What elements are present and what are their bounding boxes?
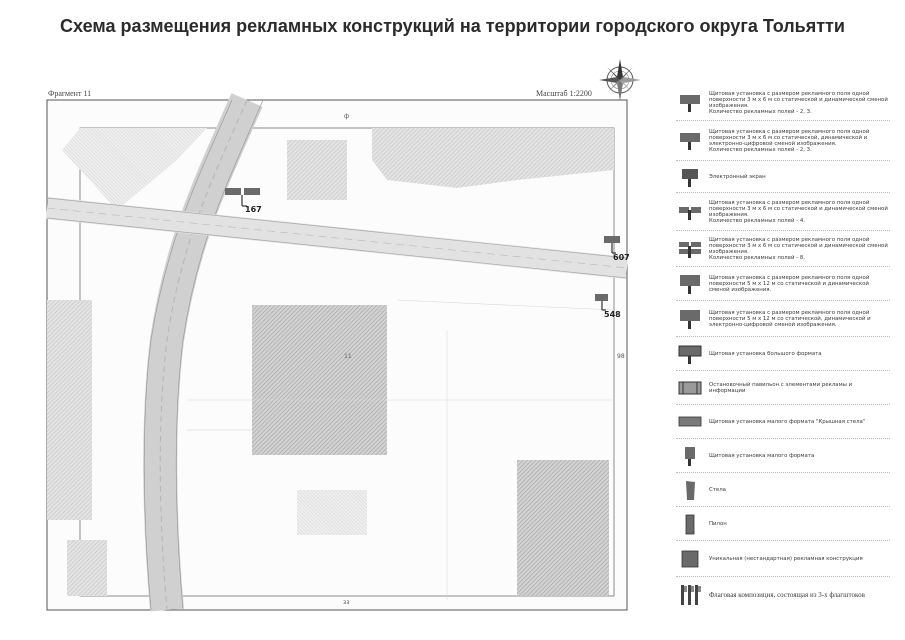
- legend-text: Щитовая установка с размером рекламного поля одной поверхности 5 м х 12 м со статической и динамической сменой изображения.: [709, 274, 870, 294]
- marker-label: 548: [604, 310, 621, 319]
- legend-item: [676, 162, 890, 193]
- billboard-large-icon: [676, 268, 704, 300]
- building: [47, 300, 92, 520]
- legend-item: [676, 474, 890, 507]
- billboard-double-icon: [676, 86, 704, 120]
- legend-text: Щитовая установка малого формата: [709, 452, 815, 459]
- legend-text: Щитовая установка с размером рекламного поля одной поверхности 3 м х 6 м со статической и динамической сменой изображения. Количество рекламных полей - 8.: [709, 236, 888, 262]
- billboard-double-icon: [676, 122, 704, 160]
- legend-item: [676, 406, 890, 439]
- legend-item: [676, 578, 890, 612]
- marker-label: 167: [245, 205, 262, 214]
- scale-label: Масштаб 1:2200: [536, 89, 592, 98]
- legend-text: Щитовая установка с размером рекламного поля одной поверхности 3 м х 6 м со статической, динамической и электронно-цифровой сменой изображения. Количество рекламных полей - 2, 3.: [709, 128, 870, 154]
- billboard-large-icon: [676, 302, 704, 336]
- legend-text: Остановочный павильон с элементами рекламы и информации: [709, 381, 853, 394]
- building: [252, 305, 387, 455]
- pavilion-icon: [676, 372, 704, 404]
- legend-item: [676, 302, 890, 337]
- grid-label-top: ф: [344, 113, 350, 120]
- marker-label: 607: [613, 253, 630, 262]
- legend-text: Флаговая композиция, состоящая из 3-х флагштоков: [709, 590, 865, 599]
- building: [287, 140, 347, 200]
- legend-text: Щитовая установка с размером рекламного поля одной поверхности 3 м х 6 м со статической и динамической сменой изображения. Количество рекламных полей - 4.: [709, 199, 888, 225]
- unique-construction-icon: [676, 542, 704, 576]
- parcel-label: 11: [344, 353, 352, 360]
- electronic-screen-icon: [676, 162, 704, 192]
- legend-text: Щитовая установка с размером рекламного поля одной поверхности 3 м х 6 м со статической и динамической сменой изображения. Количество рекламных полей - 2, 3.: [709, 90, 888, 116]
- billboard-quad-icon: [676, 194, 704, 230]
- legend-item: [676, 268, 890, 301]
- legend-item: [676, 338, 890, 371]
- billboard-octo-icon: [676, 232, 704, 266]
- building: [517, 460, 609, 596]
- building: [67, 540, 107, 596]
- legend-item: [676, 194, 890, 231]
- legend-text: Стела: [709, 486, 726, 493]
- legend-item: [676, 122, 890, 161]
- flag-composition-icon: [676, 578, 704, 612]
- legend-item: [676, 372, 890, 405]
- legend-text: Уникальная (нестандартная) рекламная конструкция: [709, 555, 863, 562]
- page-title: Схема размещения рекламных конструкций на территории городского округа Тольятти: [60, 16, 845, 36]
- compass-rose-icon: [598, 58, 642, 102]
- fragment-label: Фрагмент 11: [48, 89, 92, 98]
- legend-item: [676, 542, 890, 577]
- grid-label-bottom: зз: [343, 599, 350, 606]
- pylon-icon: [676, 508, 704, 540]
- grid-label-right: 98: [617, 353, 625, 360]
- legend-text: Щитовая установка малого формата "Крышная стела": [709, 418, 866, 425]
- small-format-icon: [676, 440, 704, 472]
- legend-item: [676, 508, 890, 541]
- billboard-bigformat-icon: [676, 338, 704, 370]
- legend-text: Пилон: [709, 520, 727, 527]
- stela-icon: [676, 474, 704, 506]
- legend-text: Щитовая установка с размером рекламного поля одной поверхности 5 м х 12 м со статической, динамической и электронно-цифровой сменой изображения.: [709, 309, 871, 329]
- legend-text: Щитовая установка большого формата: [709, 350, 822, 357]
- legend-item: [676, 86, 890, 121]
- map-fragment[interactable]: [47, 100, 630, 610]
- legend-item: [676, 232, 890, 267]
- legend-text: Электронный экран: [709, 173, 766, 180]
- city-format-icon: [676, 406, 704, 438]
- legend-item: [676, 440, 890, 473]
- building: [297, 490, 367, 535]
